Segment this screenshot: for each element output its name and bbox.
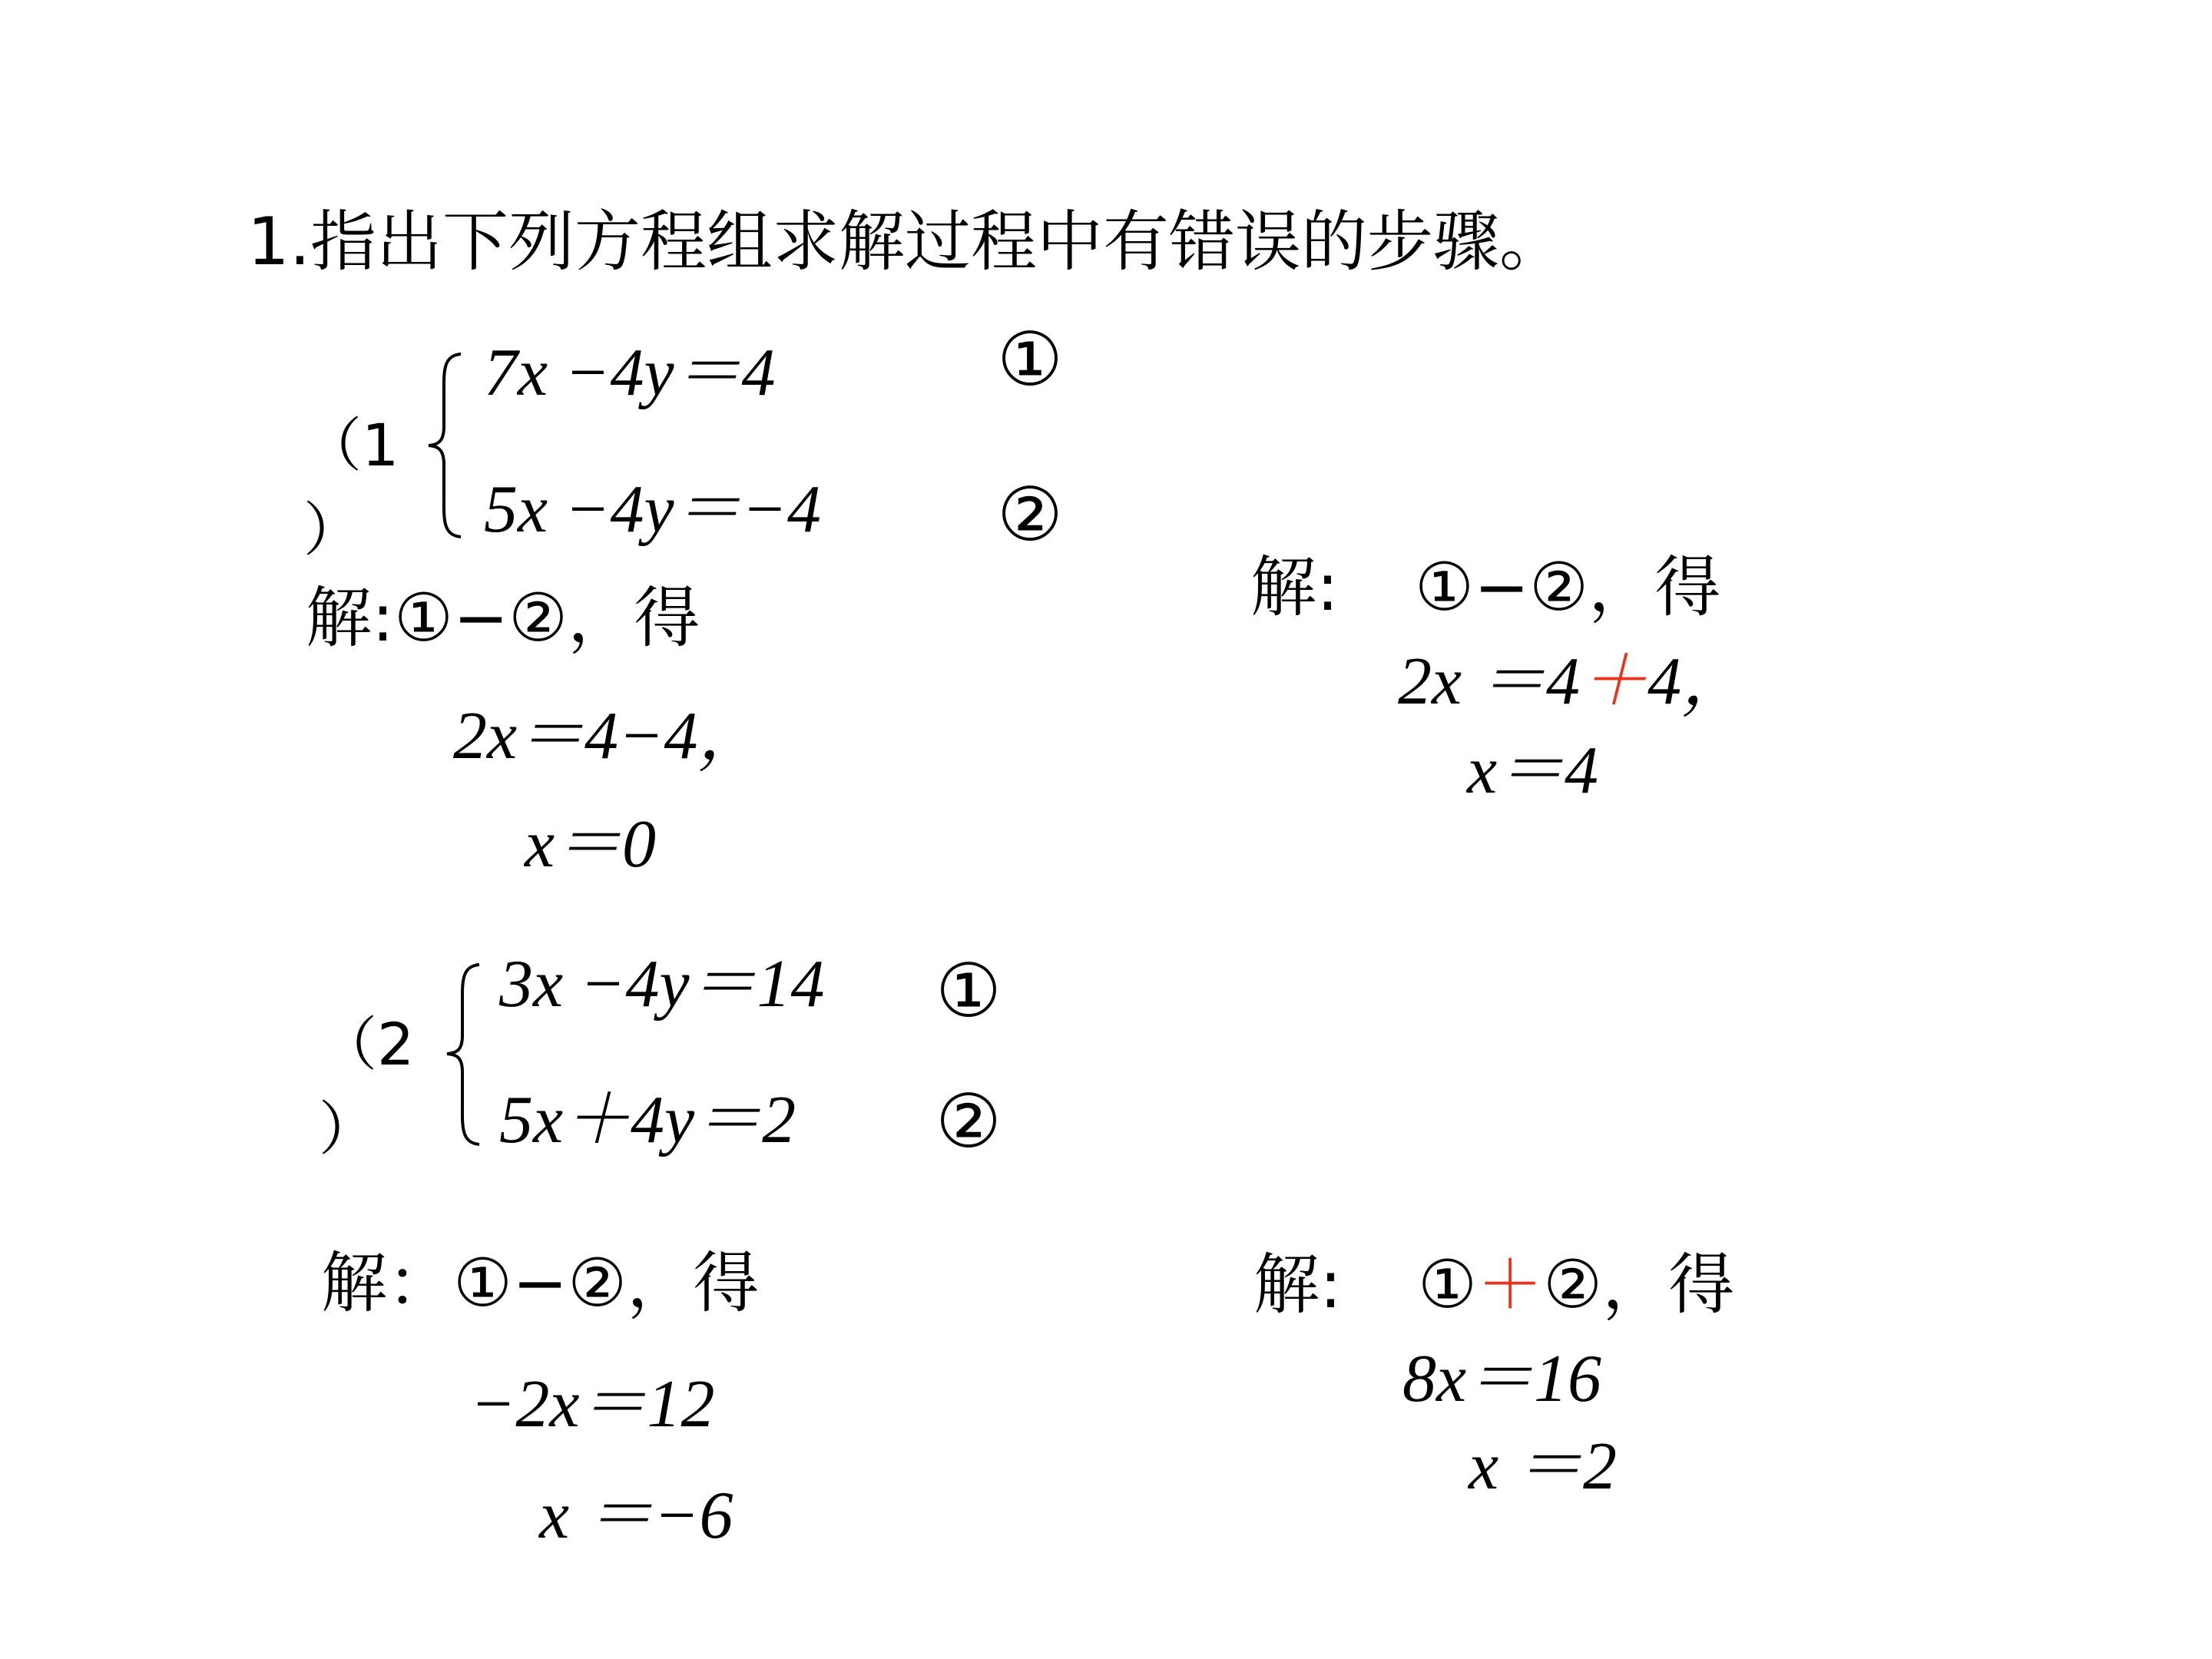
problem1-wrong-step-2: 2x＝4−4， [453, 699, 766, 773]
problem1-correct-step-1: ①−②，得 [1415, 549, 1721, 626]
problem2-equation-2-marker: ② [935, 1078, 1002, 1164]
problem2-equation-1: 3x −4y＝14 [499, 947, 825, 1022]
problem1-correct-step-1-prefix: 解: [1250, 549, 1339, 626]
problem2-wrong-step-2: −2x＝12 [470, 1367, 715, 1442]
problem2-equation-1-marker: ① [935, 948, 1002, 1034]
problem2-correct-step-1: ①＋②，得 [1418, 1247, 1735, 1323]
problem1-equation-1: 7x −4y＝4 [484, 336, 776, 410]
problem2-correct-step-2: 8x＝16 [1402, 1342, 1602, 1416]
problem1-equation-1-marker: ① [997, 316, 1064, 402]
problem2-equation-2: 5x＋4y＝2 [499, 1083, 796, 1157]
problem2-brace [442, 960, 488, 1148]
problem2-label-bottom: ） [319, 1094, 377, 1163]
problem1-brace [424, 349, 470, 541]
problem1-wrong-step-1: 解:①−②，得 [306, 580, 700, 657]
problem1-equation-2: 5x −4y＝−4 [484, 472, 821, 547]
problem2-label-top: （2 [319, 1010, 415, 1078]
problem1-wrong-step-3: x＝0 [525, 807, 657, 882]
problem2-correct-plus-sign: ＋ [1477, 1247, 1544, 1323]
problem-title: 1.指出下列方程组求解过程中有错误的步骤。 [247, 204, 1566, 280]
problem2-wrong-step-3: x ＝−6 [539, 1479, 733, 1553]
problem2-correct-step-3: x ＝2 [1469, 1429, 1618, 1504]
problem1-correct-step-2: 2x ＝4＋4， [1398, 644, 1750, 719]
problem2-correct-step-1-prefix: 解: [1253, 1247, 1342, 1323]
problem1-label-bottom: ） [303, 495, 362, 564]
problem1-correct-step-3: x＝4 [1467, 733, 1599, 808]
problem1-equation-2-marker: ② [997, 472, 1064, 558]
problem2-wrong-step-1: 解：①−②，得 [321, 1245, 760, 1322]
problem1-label-top: （1 [303, 411, 399, 479]
problem1-correct-plus-sign: ＋ [1580, 644, 1648, 719]
